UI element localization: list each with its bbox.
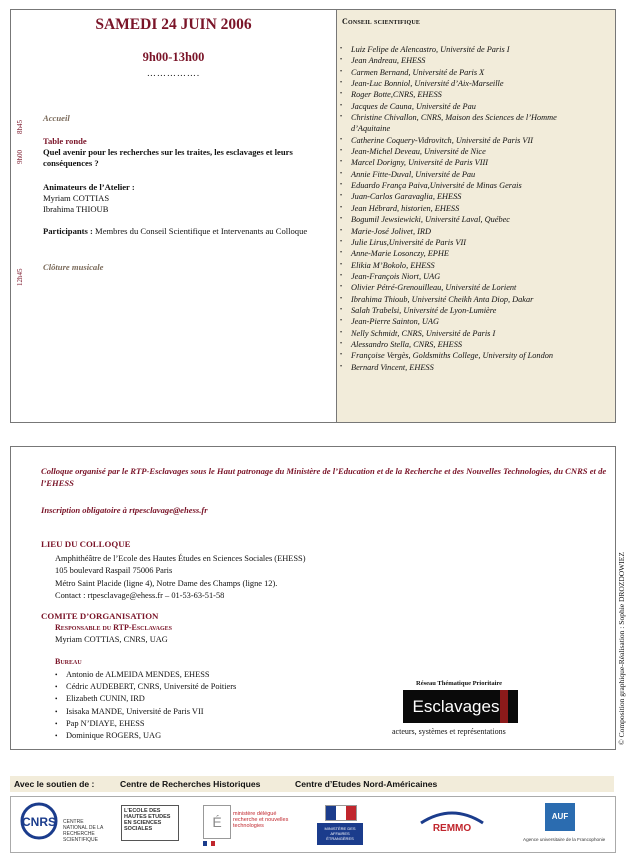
rtp-logo-text: Esclavages	[412, 697, 500, 716]
mae-text: MINISTÈRE DES AFFAIRES ÉTRANGÈRES	[317, 823, 363, 845]
conseil-member: • Jean-Luc Bonniol, Université d’Aix-Marseille	[340, 78, 598, 89]
auf-mark: AUF	[545, 803, 575, 831]
ministere-text: ministère délégué recherche et nouvelles technologies	[233, 811, 289, 829]
design-credit: © Composition graphique-Réalisation : Sophie DROZDOWIEZ	[617, 552, 626, 745]
participants	[43, 226, 329, 237]
program-column	[11, 10, 337, 422]
animateur-1: Myriam COTTIAS	[43, 193, 110, 203]
conseil-member: • Annie Fitte-Duval, Université de Pau	[340, 169, 598, 180]
cnrs-logo-text: CNRS	[21, 815, 57, 829]
cnrs-caption: CENTRE NATIONAL DE LA RECHERCHE SCIENTIFIQUE	[63, 819, 104, 843]
conseil-member: • Salah Trabelsi, Université de Lyon-Lumière	[340, 305, 598, 316]
ehess-logo: L'ECOLE DES HAUTES ETUDES EN SCIENCES SOCIALES	[121, 805, 179, 841]
bureau-member: • Pap N’DIAYE, EHESS	[55, 718, 236, 730]
conseil-member: • Catherine Coquery-Vidrovitch, Université de Paris VII	[340, 135, 598, 146]
time-marker-900: 9h00	[16, 150, 24, 164]
lieu-line: Métro Saint Placide (ligne 4), Notre Dame des Champs (ligne 12).	[55, 578, 278, 588]
conseil-member: • Bogumil Jewsiewicki, Université Laval, Québec	[340, 214, 598, 225]
time-marker-845: 8h45	[16, 120, 24, 134]
conseil-member: • Julie Lirus,Université de Paris VII	[340, 237, 598, 248]
lieu-line: Amphithéâtre de l’Ecole des Hautes Études en Sciences Sociales (EHESS)	[55, 554, 306, 563]
bureau-member: • Antonio de ALMEIDA MENDES, EHESS	[55, 669, 236, 681]
logo-strip	[10, 796, 616, 853]
rtp-label: Réseau Thématique Prioritaire	[416, 680, 503, 687]
bureau-member: • Dominique ROGERS, UAG	[55, 730, 236, 742]
sponsor-cena: Centre d’Etudes Nord-Américaines	[295, 779, 438, 789]
support-bar	[10, 776, 614, 792]
program-date: SAMEDI 24 JUIN 2006	[95, 16, 252, 33]
participants-label: Participants :	[43, 226, 93, 236]
conseil-member: • Elikia M’Bokolo, EHESS	[340, 260, 598, 271]
conseil-member: • Alessandro Stella, CNRS, EHESS	[340, 339, 598, 350]
bureau-member: • Isisaka MANDE, Université de Paris VII	[55, 706, 236, 718]
colloque-panel	[10, 446, 616, 750]
conseil-member: • Christine Chivallon, CNRS, Maison des Sciences de l’Homme d’Aquitaine	[340, 112, 598, 135]
conseil-member: • Anne-Marie Losonczy, EPHE	[340, 248, 598, 259]
bureau-list	[55, 669, 236, 742]
lieu-line: Contact : rtpesclavage@ehess.fr – 01-53-63-51-58	[55, 590, 225, 600]
rtp-esclavages-logo	[403, 690, 518, 723]
bureau-label: Bureau	[55, 657, 82, 666]
program-dots: …………….	[146, 68, 201, 78]
conseil-member: • Jean-François Niort, UAG	[340, 271, 598, 282]
table-ronde-label: Table ronde	[43, 136, 87, 146]
table-ronde-title: Quel avenir pour les recherches sur les traites, les esclavages et leurs conséquences ?	[43, 147, 293, 168]
conseil-member: • Eduardo França Paiva,Université de Minas Gerais	[340, 180, 598, 191]
inscription-text: Inscription obligatoire à rtpesclavage@ehess.fr	[41, 505, 208, 515]
remmo-logo-mark	[417, 801, 487, 843]
participants-text: Membres du Conseil Scientifique et Intervenants au Colloque	[95, 226, 308, 236]
auf-caption: Agence universitaire de la Francophonie	[523, 837, 606, 842]
conseil-member: • Olivier Pétré-Grenouilleau, Université de Lorient	[340, 282, 598, 293]
conseil-member: • Marie-José Jolivet, IRD	[340, 226, 598, 237]
lieu-line: 105 boulevard Raspail 75006 Paris	[55, 566, 173, 576]
cloture: Clôture musicale	[43, 262, 104, 272]
bureau-member: • Elizabeth CUNIN, IRD	[55, 693, 236, 705]
lieu-title: LIEU DU COLLOQUE	[41, 539, 131, 549]
ministere-recherche-logo	[203, 801, 293, 847]
conseil-member: • Ibrahima Thioub, Université Cheikh Anta Diop, Dakar	[340, 294, 598, 305]
conseil-member: • Jean Andreau, EHESS	[340, 55, 598, 66]
conseil-member: • Jean-Michel Deveau, Université de Nice	[340, 146, 598, 157]
conseil-member: • Jean Hébrard, historien, EHESS	[340, 203, 598, 214]
ministere-affaires-etrangeres-logo	[317, 801, 363, 847]
animateur-2: Ibrahima THIOUB	[43, 204, 109, 214]
conseil-member: • Jacques de Cauna, Université de Pau	[340, 101, 598, 112]
marianne-icon	[325, 805, 357, 821]
conseil-member: • Marcel Dorigny, Université de Paris VIII	[340, 157, 598, 168]
rtp-caption: acteurs, systèmes et représentations	[392, 727, 506, 736]
conseil-member: • Nelly Schmidt, CNRS, Université de Paris I	[340, 328, 598, 339]
rtp-logo-accent	[500, 690, 508, 723]
conseil-title: Conseil scientifique	[342, 17, 421, 26]
sponsor-crh: Centre de Recherches Historiques	[120, 779, 261, 789]
conseil-member: • Jean-Pierre Sainton, UAG	[340, 316, 598, 327]
conseil-member: • Bernard Vincent, EHESS	[340, 362, 598, 373]
french-flag-icon	[203, 841, 215, 846]
support-label: Avec le soutien de :	[14, 779, 95, 789]
patronage-text: Colloque organisé par le RTP-Esclavages sous le Haut patronage du Ministère de l’Education et de la Recherche et des Nouvelles Technologies, du CNRS et de l’EHESS	[41, 466, 607, 488]
program-hours: 9h00-13h00	[142, 50, 205, 64]
responsable-label: Responsable du RTP-Esclavages	[55, 623, 172, 632]
conseil-member: • Françoise Vergès, Goldsmiths College, University of London	[340, 350, 598, 361]
conseil-member: • Carmen Bernand, Université de Paris X	[340, 67, 598, 78]
conseil-member: • Luiz Felipe de Alencastro, Université de Paris I	[340, 44, 598, 55]
comite-title: COMITE D’ORGANISATION	[41, 611, 159, 621]
cnrs-logo	[19, 801, 109, 847]
auf-logo	[523, 801, 609, 847]
lieu-address	[55, 553, 305, 602]
responsable-name: Myriam COTTIAS, CNRS, UAG	[55, 635, 168, 644]
remmo-logo	[417, 801, 487, 847]
accueil: Accueil	[43, 113, 70, 123]
ministere-letter-icon: É	[203, 805, 231, 839]
time-marker-1245: 12h45	[16, 268, 24, 286]
conseil-member: • Roger Botte,CNRS, EHESS	[340, 89, 598, 100]
remmo-logo-text: REMMO	[432, 823, 472, 834]
cnrs-logo-mark	[19, 801, 59, 841]
bureau-member: • Cédric AUDEBERT, CNRS, Université de Poitiers	[55, 681, 236, 693]
conseil-member: • Juan-Carlos Garavaglia, EHESS	[340, 191, 598, 202]
conseil-members-list	[340, 44, 598, 373]
animateurs-label: Animateurs de l’Atelier :	[43, 182, 135, 192]
